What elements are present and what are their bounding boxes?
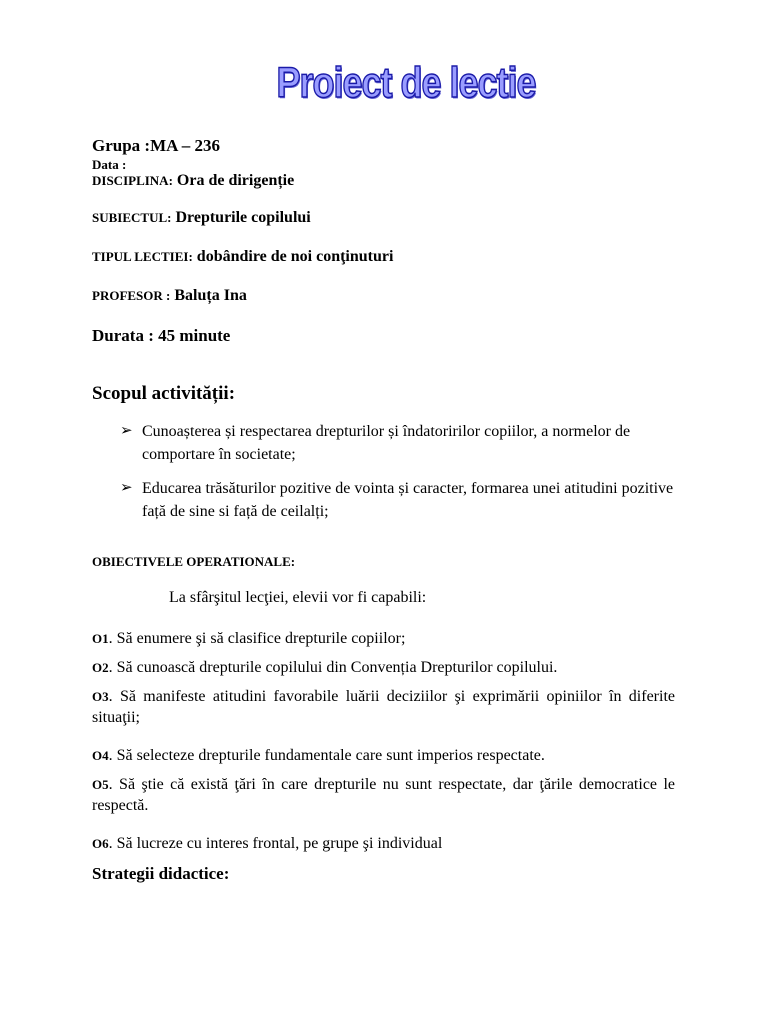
scopul-bullet-1 xyxy=(120,420,680,466)
objective-label: O1 xyxy=(92,631,109,646)
tipul-value: dobândire de noi conţinuturi xyxy=(196,248,394,265)
title-container xyxy=(0,58,768,107)
objective-o2 xyxy=(92,657,675,678)
objective-o6 xyxy=(92,833,675,854)
subiectul-value: Drepturile copilului xyxy=(175,209,311,226)
scopul-bullet-text: Educarea trăsăturilor pozitive de vointa și caracter, formarea unei atitudini pozitive față de sine si față de ceilalți; xyxy=(142,480,674,520)
obiective-heading xyxy=(92,553,295,571)
arrow-bullet-icon: ➢ xyxy=(120,480,133,496)
subiectul-label: SUBIECTUL: xyxy=(92,210,172,225)
obiective-intro-text: La sfârşitul lecţiei, elevii vor fi capabili: xyxy=(169,589,427,606)
grupa-value: MA – 236 xyxy=(150,136,220,155)
scopul-heading-text: Scopul activității: xyxy=(92,383,236,404)
strategii-heading xyxy=(92,864,229,884)
objective-label: O4 xyxy=(92,748,109,763)
scopul-heading xyxy=(92,383,235,405)
scopul-bullet-2 xyxy=(120,477,680,523)
objective-text: . Să ştie că există ţări în care drepturile nu sunt respectate, dar ţările democratice le respectă. xyxy=(92,776,675,814)
objective-o3 xyxy=(92,686,675,728)
tipul-line xyxy=(92,248,393,266)
obiective-heading-text: OBIECTIVELE OPERATIONALE: xyxy=(92,554,296,569)
tipul-label: TIPUL LECTIEI: xyxy=(92,249,193,264)
objective-label: O6 xyxy=(92,836,109,851)
objective-text: . Să enumere şi să clasifice drepturile copiilor; xyxy=(108,630,406,647)
grupa-label: Grupa : xyxy=(92,136,151,155)
document-title: Proiect de lectie xyxy=(276,58,536,107)
objective-o4 xyxy=(92,745,675,766)
objective-o1 xyxy=(92,628,675,649)
profesor-line xyxy=(92,287,247,305)
disciplina-label: DISCIPLINA: xyxy=(92,173,173,188)
objective-text: . Să manifeste atitudini favorabile luării deciziilor şi exprimării opiniilor în diferite situaţii; xyxy=(92,688,675,726)
objective-text: . Să cunoască drepturile copilului din Convenția Drepturilor copilului. xyxy=(108,659,558,676)
disciplina-line xyxy=(92,172,294,190)
grupa-line xyxy=(92,136,220,156)
objective-label: O2 xyxy=(92,660,109,675)
profesor-label: PROFESOR : xyxy=(92,288,171,303)
objective-label: O3 xyxy=(92,689,109,704)
disciplina-value: Ora de dirigenție xyxy=(176,172,295,189)
profesor-value: Baluța Ina xyxy=(174,287,247,304)
arrow-bullet-icon: ➢ xyxy=(120,423,133,439)
objective-o5 xyxy=(92,774,675,816)
durata-text: Durata : 45 minute xyxy=(92,326,231,345)
strategii-heading-text: Strategii didactice: xyxy=(92,864,230,883)
objective-label: O5 xyxy=(92,777,109,792)
subiectul-line xyxy=(92,209,311,227)
scopul-bullet-text: Cunoașterea și respectarea drepturilor și îndatoririlor copiilor, a normelor de comportare în societate; xyxy=(142,423,631,463)
data-label: Data : xyxy=(92,157,127,172)
obiective-intro xyxy=(169,589,426,607)
objective-text: . Să lucreze cu interes frontal, pe grupe şi individual xyxy=(108,835,443,852)
objective-text: . Să selecteze drepturile fundamentale care sunt imperios respectate. xyxy=(108,747,545,764)
durata-line xyxy=(92,326,230,346)
